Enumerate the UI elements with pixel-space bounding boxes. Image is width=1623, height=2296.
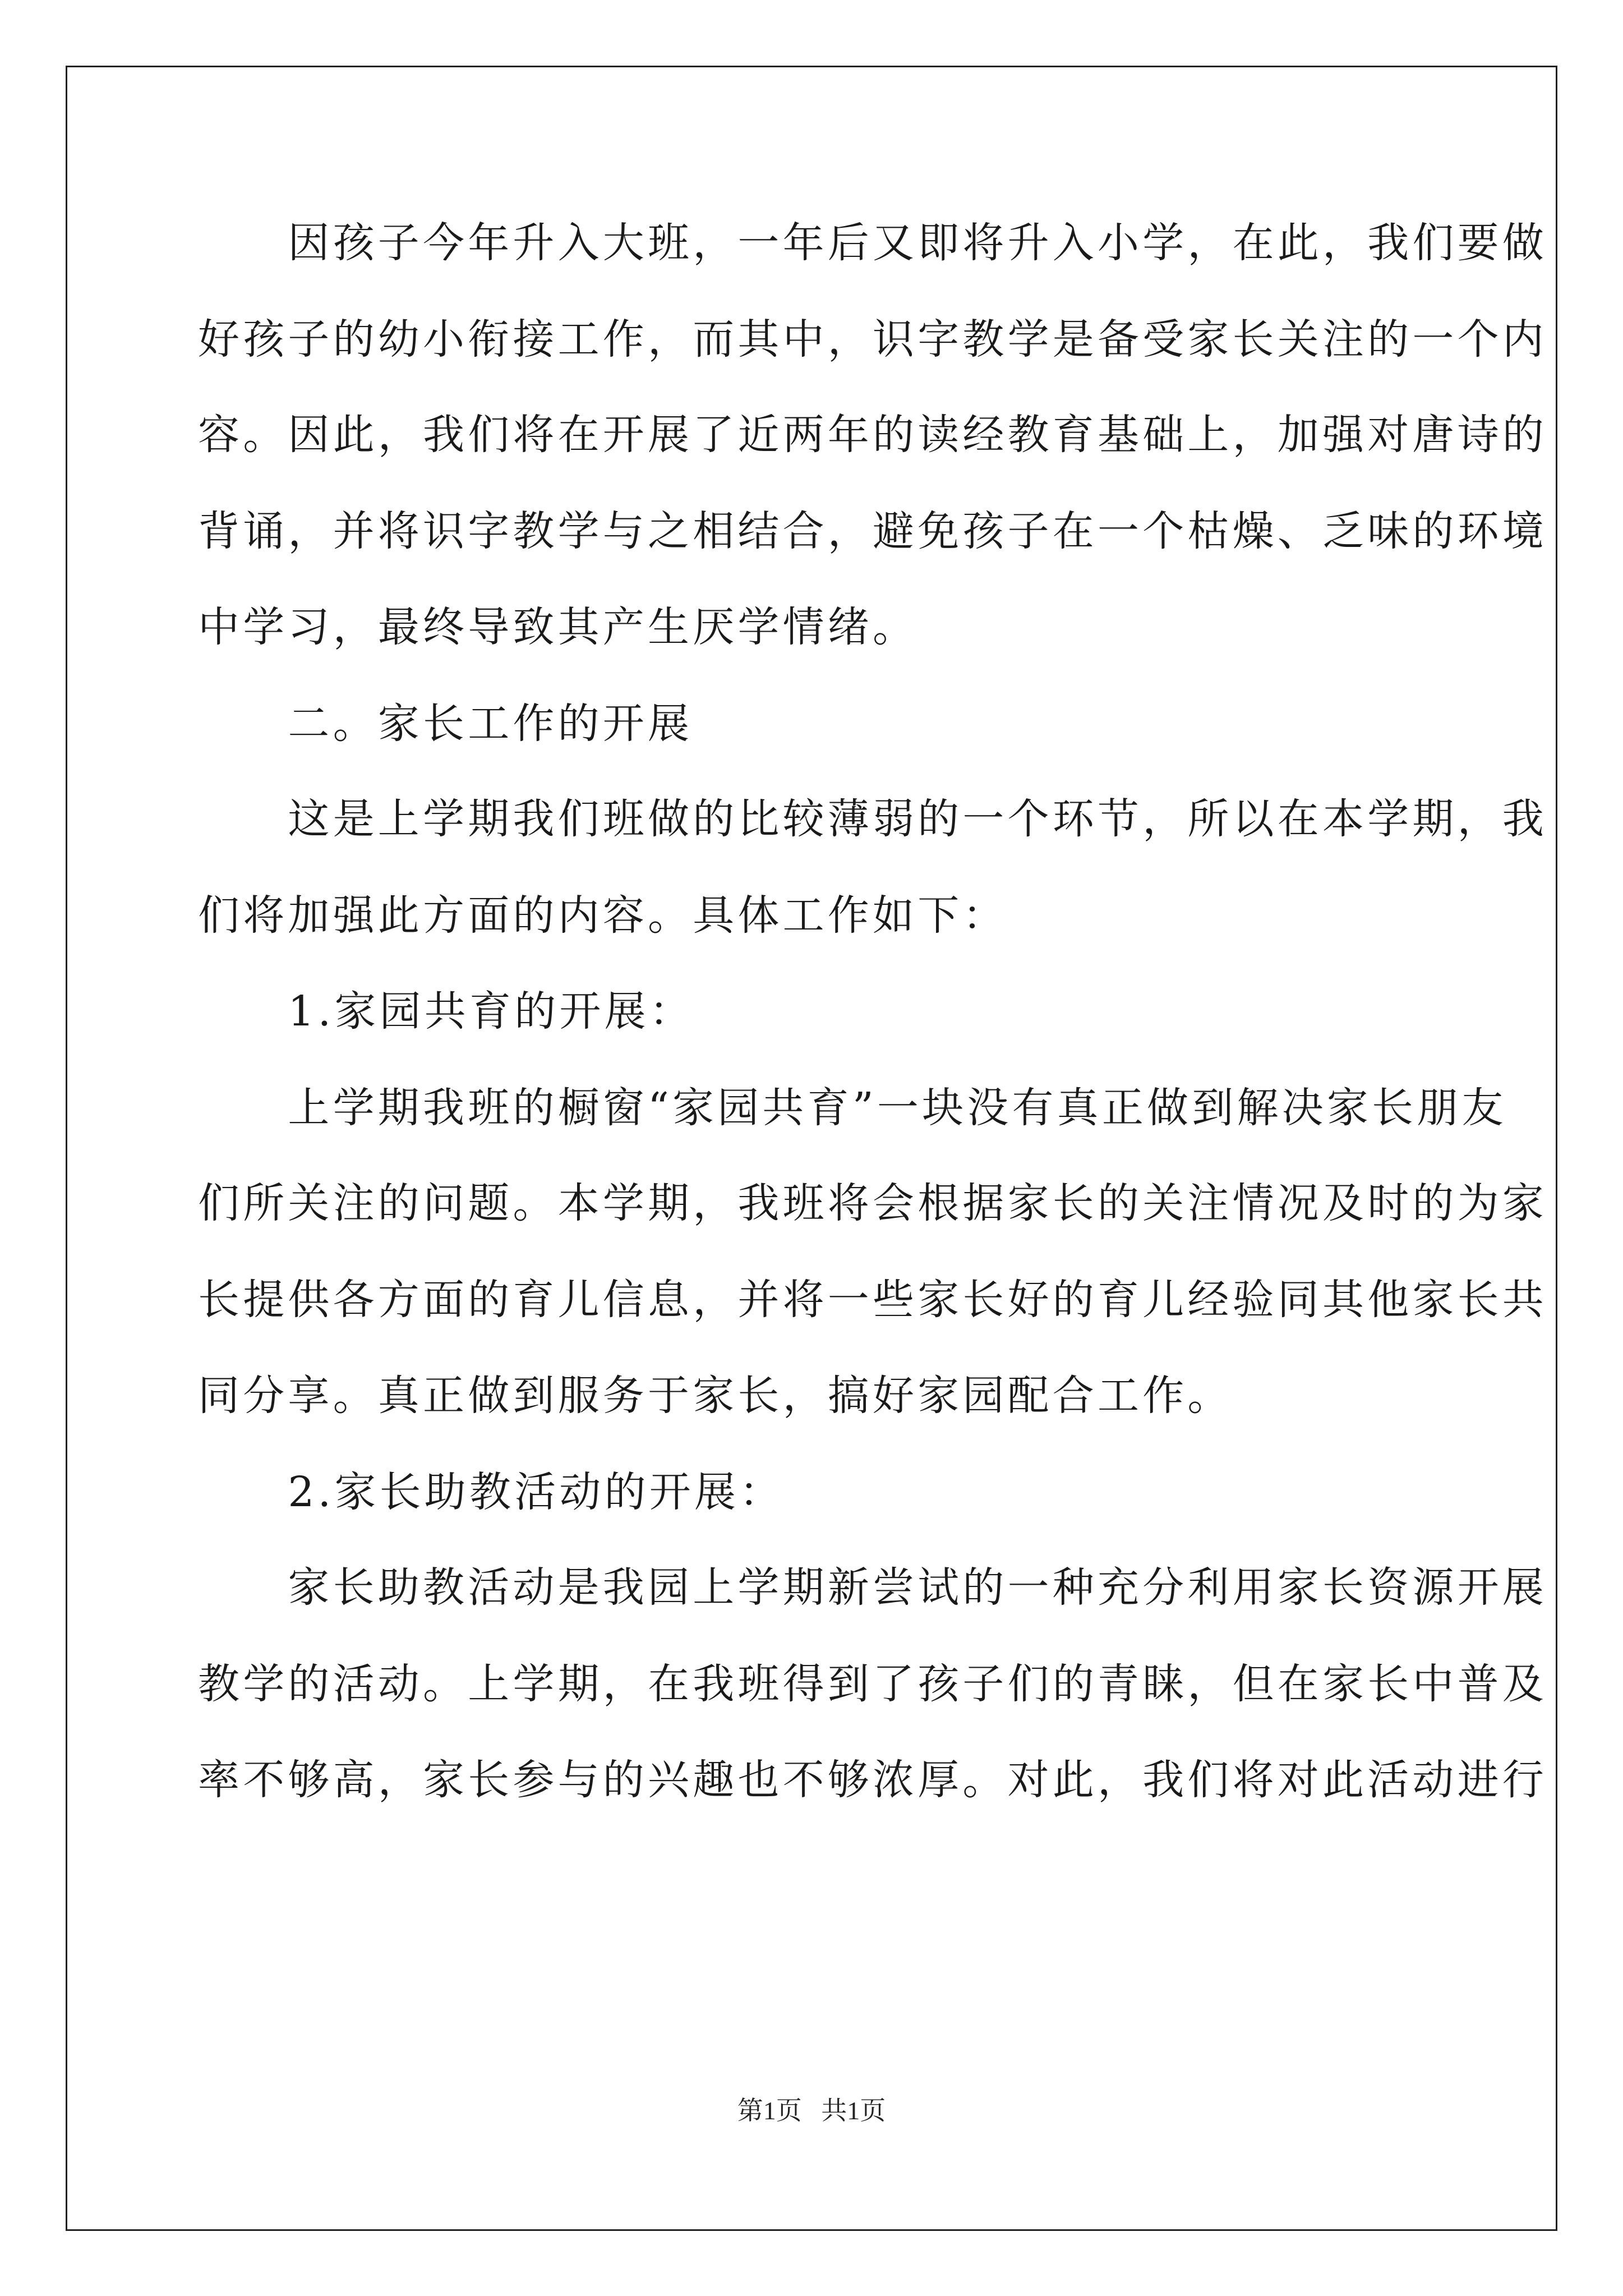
paragraph-line: 这是上学期我们班做的比较薄弱的一个环节，所以在本学期，我 <box>198 795 1547 843</box>
subsection-heading: 1.家园共育的开展： <box>198 987 695 1036</box>
section-heading: 二。家长工作的开展 <box>198 700 693 748</box>
paragraph-line: 同分享。真正做到服务于家长，搞好家园配合工作。 <box>198 1372 1233 1420</box>
paragraph-line: 长提供各方面的育儿信息，并将一些家长好的育儿经验同其他家长共 <box>198 1276 1547 1324</box>
page-footer <box>0 2094 1623 2128</box>
paragraph-line: 率不够高，家长参与的兴趣也不够浓厚。对此，我们将对此活动进行 <box>198 1756 1547 1804</box>
paragraph-line: 上学期我班的橱窗“家园共育”一块没有真正做到解决家长朋友 <box>198 1084 1507 1132</box>
paragraph-line: 教学的活动。上学期，在我班得到了孩子们的青睐，但在家长中普及 <box>198 1660 1547 1708</box>
page-total: 共1页 <box>821 2096 886 2125</box>
paragraph-line: 好孩子的幼小衔接工作，而其中，识字教学是备受家长关注的一个内 <box>198 315 1547 364</box>
paragraph-line: 容。因此，我们将在开展了近两年的读经教育基础上，加强对唐诗的 <box>198 411 1547 459</box>
subsection-heading: 2.家长助教活动的开展： <box>198 1468 785 1516</box>
paragraph-line: 们所关注的问题。本学期，我班将会根据家长的关注情况及时的为家 <box>198 1179 1547 1227</box>
paragraph-line: 家长助教活动是我园上学期新尝试的一种充分利用家长资源开展 <box>198 1563 1547 1612</box>
paragraph-line: 们将加强此方面的内容。具体工作如下： <box>198 891 1008 940</box>
paragraph-line: 中学习，最终导致其产生厌学情绪。 <box>198 603 918 651</box>
page-number: 第1页 <box>737 2096 802 2125</box>
paragraph-line: 因孩子今年升入大班，一年后又即将升入小学，在此，我们要做 <box>198 219 1547 267</box>
page-border <box>66 66 1557 2231</box>
paragraph-line: 背诵，并将识字教学与之相结合，避免孩子在一个枯燥、乏味的环境 <box>198 507 1547 555</box>
